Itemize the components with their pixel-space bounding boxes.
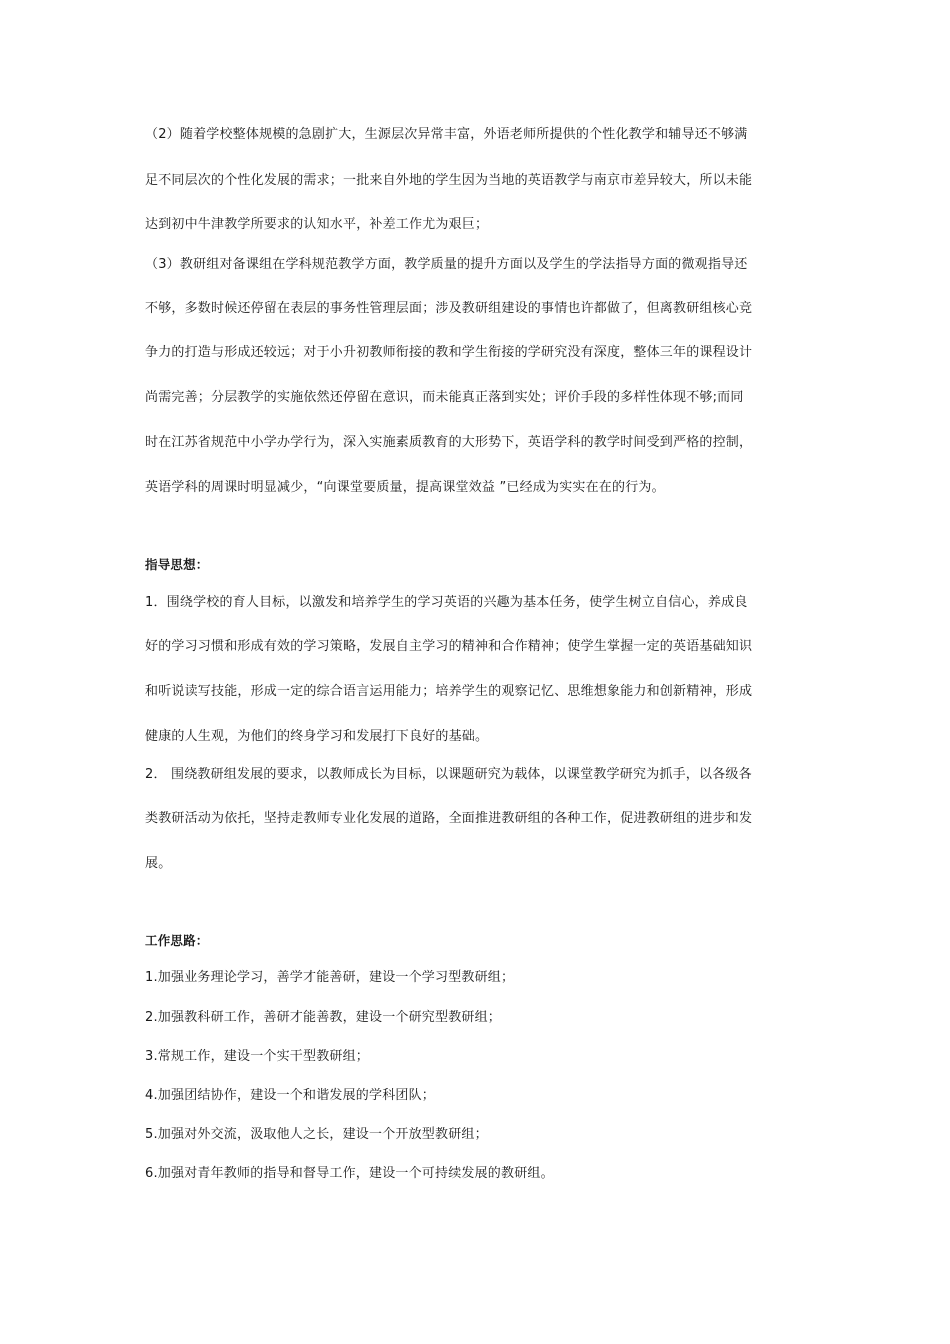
- guiding-item-1-line-3: 和听说读写技能，形成一定的综合语言运用能力；培养学生的观察记忆、思维想象能力和创新精神，形成: [145, 684, 753, 699]
- paragraph-3-line-2: 不够，多数时候还停留在表层的事务性管理层面；涉及教研组建设的事情也许都做了，但离教研组核心竞: [145, 301, 753, 316]
- paragraph-2-line-3: 达到初中牛津教学所要求的认知水平，补差工作尤为艰巨；: [145, 217, 489, 232]
- work-item-5: 5.加强对外交流，汲取他人之长，建设一个开放型教研组；: [145, 1127, 488, 1142]
- work-item-3: 3.常规工作，建设一个实干型教研组；: [145, 1049, 370, 1064]
- guiding-item-2-line-3: 展。: [145, 856, 172, 871]
- work-item-6: 6.加强对青年教师的指导和督导工作，建设一个可持续发展的教研组。: [145, 1166, 554, 1181]
- paragraph-3-line-6: 英语学科的周课时明显减少，“向课堂要质量，提高课堂效益 ”已经成为实实在在的行为。: [145, 480, 665, 495]
- guiding-item-1-line-1: 1．围绕学校的育人目标，以激发和培养学生的学习英语的兴趣为基本任务，使学生树立自信心，养成良: [145, 595, 748, 610]
- work-item-1: 1.加强业务理论学习，善学才能善研，建设一个学习型教研组；: [145, 970, 515, 985]
- paragraph-3-line-3: 争力的打造与形成还较远；对于小升初教师衔接的教和学生衔接的学研究没有深度，整体三年的课程设计: [145, 345, 753, 360]
- paragraph-3-line-1: （3）教研组对备课组在学科规范教学方面，教学质量的提升方面以及学生的学法指导方面的微观指导还: [145, 257, 748, 272]
- paragraph-3-line-5: 时在江苏省规范中小学办学行为，深入实施素质教育的大形势下，英语学科的教学时间受到严格的控制，: [145, 435, 753, 450]
- work-item-2: 2.加强教科研工作，善研才能善教，建设一个研究型教研组；: [145, 1010, 502, 1025]
- guiding-item-2-line-2: 类教研活动为依托，坚持走教师专业化发展的道路，全面推进教研组的各种工作，促进教研组的进步和发: [145, 811, 753, 826]
- guiding-item-1-line-4: 健康的人生观，为他们的终身学习和发展打下良好的基础。: [145, 729, 489, 744]
- paragraph-2-line-2: 足不同层次的个性化发展的需求；一批来自外地的学生因为当地的英语教学与南京市差异较大，所以未能: [145, 173, 753, 188]
- guiding-item-1-line-2: 好的学习习惯和形成有效的学习策略，发展自主学习的精神和合作精神；使学生掌握一定的英语基础知识: [145, 639, 753, 654]
- paragraph-2-line-1: （2）随着学校整体规模的急剧扩大，生源层次异常丰富，外语老师所提供的个性化教学和辅导还不够满: [145, 127, 748, 142]
- guiding-thought-heading: 指导思想：: [145, 557, 209, 572]
- work-approach-heading: 工作思路：: [145, 933, 209, 948]
- work-item-4: 4.加强团结协作，建设一个和谐发展的学科团队；: [145, 1088, 436, 1103]
- paragraph-3-line-4: 尚需完善；分层教学的实施依然还停留在意识，而未能真正落到实处；评价手段的多样性体现不够;而同: [145, 390, 744, 405]
- guiding-item-2-line-1: 2． 围绕教研组发展的要求，以教师成长为目标，以课题研究为载体，以课堂教学研究为抓手，以各级各: [145, 767, 752, 782]
